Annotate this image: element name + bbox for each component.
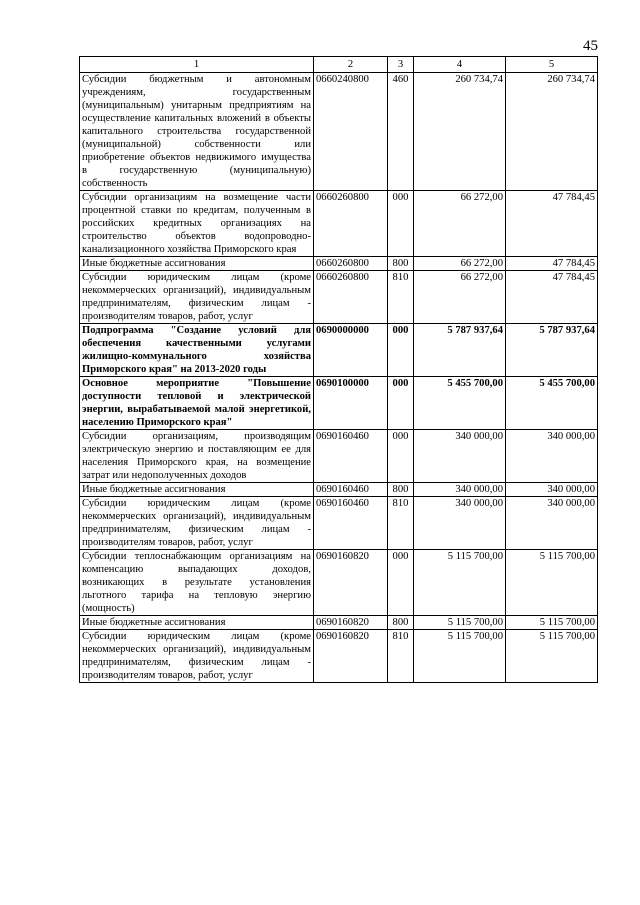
table-header-row	[80, 57, 598, 73]
row-vr-cell: 000	[388, 191, 414, 257]
row-amount-cell: 5 455 700,00	[414, 377, 506, 430]
row-amount-cell: 340 000,00	[414, 497, 506, 550]
row-amount-cell: 340 000,00	[414, 483, 506, 497]
row-amount-cell: 340 000,00	[414, 430, 506, 483]
table-row	[80, 483, 598, 497]
row-amount-cell: 66 272,00	[414, 271, 506, 324]
row-amount-cell: 5 115 700,00	[506, 630, 598, 683]
row-vr-cell: 000	[388, 324, 414, 377]
table-row	[80, 271, 598, 324]
row-name-cell: Субсидии теплоснабжающим организациям на компенсацию выпадающих доходов, возникающих в результате установления льготного тарифа на тепловую энергию (мощность)	[80, 550, 314, 616]
row-name-cell: Иные бюджетные ассигнования	[80, 483, 314, 497]
header-cell: 1	[80, 57, 314, 73]
row-amount-cell: 5 115 700,00	[506, 550, 598, 616]
table-row	[80, 191, 598, 257]
row-amount-cell: 260 734,74	[414, 73, 506, 191]
row-name-cell: Основное мероприятие "Повышение доступности тепловой и электрической энергии, вырабатываемой малой энергетикой, населению Приморского края"	[80, 377, 314, 430]
row-code-cell: 0660260800	[314, 257, 388, 271]
row-name-cell: Субсидии юридическим лицам (кроме некоммерческих организаций), индивидуальным предпринимателям, физическим лицам - производителям товаров, работ, услуг	[80, 497, 314, 550]
row-name-cell: Иные бюджетные ассигнования	[80, 616, 314, 630]
table-row	[80, 616, 598, 630]
row-name-cell: Субсидии юридическим лицам (кроме некоммерческих организаций), индивидуальным предпринимателям, физическим лицам - производителям товаров, работ, услуг	[80, 630, 314, 683]
row-vr-cell: 810	[388, 497, 414, 550]
row-vr-cell: 000	[388, 430, 414, 483]
header-cell: 4	[414, 57, 506, 73]
table-row	[80, 497, 598, 550]
row-code-cell: 0690160460	[314, 483, 388, 497]
row-vr-cell: 800	[388, 483, 414, 497]
header-cell: 5	[506, 57, 598, 73]
row-amount-cell: 5 455 700,00	[506, 377, 598, 430]
row-vr-cell: 800	[388, 257, 414, 271]
row-code-cell: 0690160820	[314, 550, 388, 616]
header-cell: 2	[314, 57, 388, 73]
row-name-cell: Субсидии организациям, производящим электрическую энергию и поставляющим ее для населения Приморского края, на возмещение затрат или недополученных доходов	[80, 430, 314, 483]
table-row	[80, 430, 598, 483]
table-row	[80, 257, 598, 271]
row-amount-cell: 5 115 700,00	[414, 630, 506, 683]
header-cell: 3	[388, 57, 414, 73]
row-code-cell: 0690160460	[314, 430, 388, 483]
table-row	[80, 324, 598, 377]
row-vr-cell: 460	[388, 73, 414, 191]
row-vr-cell: 000	[388, 550, 414, 616]
row-amount-cell: 66 272,00	[414, 191, 506, 257]
row-vr-cell: 000	[388, 377, 414, 430]
row-code-cell: 0660260800	[314, 191, 388, 257]
table-row	[80, 550, 598, 616]
row-amount-cell: 340 000,00	[506, 430, 598, 483]
row-amount-cell: 47 784,45	[506, 191, 598, 257]
row-amount-cell: 47 784,45	[506, 257, 598, 271]
row-amount-cell: 5 115 700,00	[414, 616, 506, 630]
row-vr-cell: 810	[388, 271, 414, 324]
row-code-cell: 0660240800	[314, 73, 388, 191]
row-code-cell: 0660260800	[314, 271, 388, 324]
row-amount-cell: 5 115 700,00	[414, 550, 506, 616]
row-name-cell: Подпрограмма "Создание условий для обеспечения качественными услугами жилищно-коммунального хозяйства Приморского края" на 2013-2020 годы	[80, 324, 314, 377]
row-name-cell: Субсидии бюджетным и автономным учреждениям, государственным (муниципальным) унитарным предприятиям на осуществление капитальных вложений в объекты капитального строительства государственной (муниципальной) собственности или приобретение объектов недвижимого имущества в государственную (муниципальную) собственность	[80, 73, 314, 191]
row-amount-cell: 260 734,74	[506, 73, 598, 191]
row-vr-cell: 800	[388, 616, 414, 630]
row-name-cell: Субсидии организациям на возмещение части процентной ставки по кредитам, полученным в российских кредитных организациях на строительство объектов водопроводно-канализационного хозяйства Приморского края	[80, 191, 314, 257]
row-name-cell: Иные бюджетные ассигнования	[80, 257, 314, 271]
row-code-cell: 0690160460	[314, 497, 388, 550]
row-amount-cell: 340 000,00	[506, 483, 598, 497]
budget-table	[79, 56, 598, 683]
row-amount-cell: 5 787 937,64	[414, 324, 506, 377]
row-vr-cell: 810	[388, 630, 414, 683]
row-code-cell: 0690000000	[314, 324, 388, 377]
row-amount-cell: 5 115 700,00	[506, 616, 598, 630]
row-code-cell: 0690160820	[314, 630, 388, 683]
row-amount-cell: 340 000,00	[506, 497, 598, 550]
table-row	[80, 377, 598, 430]
table-row	[80, 73, 598, 191]
row-amount-cell: 47 784,45	[506, 271, 598, 324]
row-amount-cell: 5 787 937,64	[506, 324, 598, 377]
row-code-cell: 0690100000	[314, 377, 388, 430]
page-number: 45	[583, 38, 598, 54]
row-amount-cell: 66 272,00	[414, 257, 506, 271]
row-code-cell: 0690160820	[314, 616, 388, 630]
row-name-cell: Субсидии юридическим лицам (кроме некоммерческих организаций), индивидуальным предпринимателям, физическим лицам - производителям товаров, работ, услуг	[80, 271, 314, 324]
table-row	[80, 630, 598, 683]
